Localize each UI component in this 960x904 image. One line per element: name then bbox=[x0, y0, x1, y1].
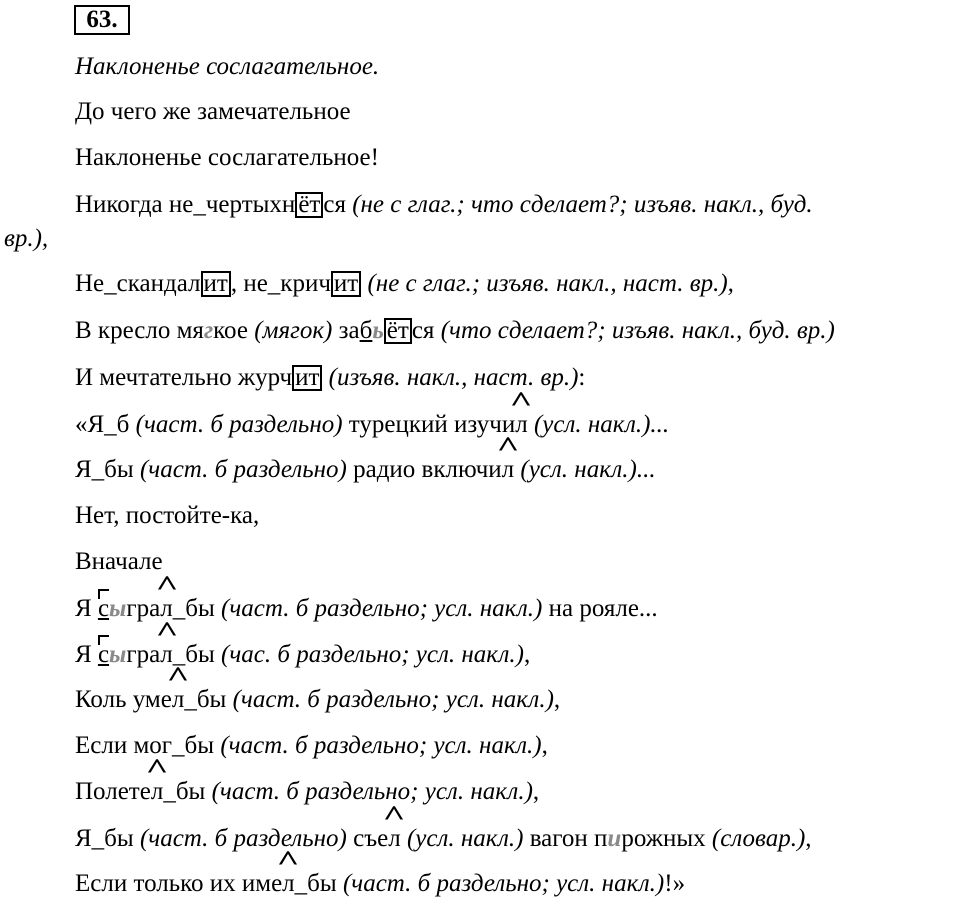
text-segment: , bbox=[532, 778, 540, 805]
text-segment: Полете bbox=[75, 778, 151, 805]
suffix-mark: ^ л bbox=[160, 594, 172, 624]
text-segment: Коль уме bbox=[75, 686, 172, 713]
suffix-mark: ^ л bbox=[388, 824, 400, 854]
grammar-note: (част. б раздельно; усл. накл.) bbox=[221, 595, 543, 622]
text-segment: Никогда не_чертыхн bbox=[75, 191, 296, 218]
grammar-note: (усл. накл.)... bbox=[527, 411, 670, 438]
text-segment: Я_бы bbox=[75, 456, 140, 483]
text-segment: на рояле... bbox=[542, 595, 658, 622]
text-segment: _бы bbox=[184, 686, 233, 713]
poem-line-11: Вначале bbox=[75, 548, 163, 575]
text-segment: радио включи bbox=[346, 456, 502, 483]
text-segment: _бы bbox=[172, 641, 222, 668]
ending-box: ит bbox=[292, 365, 322, 391]
text-segment: , bbox=[805, 825, 812, 852]
text-segment: за bbox=[332, 317, 360, 344]
text-segment: , bbox=[541, 732, 548, 759]
text-segment: кое bbox=[213, 317, 255, 344]
poem-line-8 bbox=[75, 410, 669, 440]
text-segment: ся bbox=[411, 317, 441, 344]
suffix-mark: ^ л bbox=[515, 410, 527, 440]
text-segment: , bbox=[523, 641, 531, 668]
suffix-mark: ^ л bbox=[151, 777, 163, 807]
text-segment: В кресло мя bbox=[75, 317, 204, 344]
poem-line-4-wrap: вр.), bbox=[4, 225, 49, 252]
text-segment: _бы bbox=[294, 870, 343, 897]
suffix-mark: ^ л bbox=[160, 640, 172, 670]
poem-line-14 bbox=[75, 685, 560, 715]
poem-line-16 bbox=[75, 777, 539, 807]
text-segment: Я_бы bbox=[75, 825, 140, 852]
text-segment: Я bbox=[75, 595, 98, 622]
poem-line-1: Наклоненье сослагательное. bbox=[75, 53, 380, 80]
text-segment: И мечтательно журч bbox=[75, 364, 293, 391]
text-segment: !» bbox=[664, 870, 686, 897]
suffix-mark: ^ л bbox=[502, 455, 514, 485]
highlighted-letter: ы bbox=[109, 641, 127, 668]
grammar-note: (част. б раздельно) bbox=[139, 825, 347, 852]
suffix-mark: ^ л bbox=[172, 685, 184, 715]
grammar-note: (усл. накл.) bbox=[406, 825, 524, 852]
text-segment: турецкий изучи bbox=[342, 411, 516, 438]
poem-line-5 bbox=[75, 269, 734, 299]
grammar-note: (что сделает?; изъяв. накл., буд. вр.) bbox=[440, 317, 835, 344]
ending-box: ёт bbox=[384, 318, 412, 344]
grammar-note: (не с глаг.; что сделает?; изъяв. накл., буд. bbox=[345, 191, 813, 218]
poem-line-6 bbox=[75, 316, 835, 346]
ending-box: ёт bbox=[295, 192, 323, 218]
text-segment: Если только их име bbox=[75, 870, 283, 897]
text-segment: гра bbox=[126, 595, 161, 622]
grammar-note: (усл. накл.)... bbox=[514, 456, 656, 483]
prefix-mark: с bbox=[97, 595, 110, 622]
highlighted-letter: и bbox=[607, 825, 622, 852]
poem-line-9 bbox=[75, 455, 656, 485]
grammar-note: (мягок) bbox=[254, 317, 333, 344]
poem-line-3: Наклоненье сослагательное! bbox=[75, 144, 379, 171]
text-segment: _бы bbox=[172, 595, 222, 622]
poem-line-17 bbox=[75, 824, 812, 854]
text-segment: ся bbox=[323, 191, 346, 218]
grammar-note: (част. б раздельно; усл. накл.) bbox=[211, 778, 533, 805]
ending-box: ит bbox=[331, 271, 361, 297]
grammar-note: (част. б раздельно) bbox=[139, 456, 347, 483]
highlighted-letter: ы bbox=[109, 595, 127, 622]
text-segment: , не_крич bbox=[230, 270, 331, 297]
suffix-mark: ^ л bbox=[282, 869, 294, 899]
poem-line-13 bbox=[75, 640, 530, 670]
text-segment: Если мог_бы bbox=[75, 732, 221, 759]
text-segment: _бы bbox=[163, 778, 212, 805]
grammar-note: (словар.) bbox=[711, 825, 806, 852]
text-segment: рожных bbox=[621, 825, 712, 852]
poem-line-4 bbox=[75, 190, 813, 220]
poem-line-2: До чего же замечательное bbox=[75, 98, 351, 125]
text-segment: гра bbox=[126, 641, 161, 668]
text-segment: «Я_б bbox=[75, 411, 136, 438]
prefix-mark: с bbox=[97, 641, 110, 668]
grammar-note: (част. б раздельно; усл. накл.) bbox=[342, 870, 665, 897]
text-segment: : bbox=[578, 364, 586, 391]
poem-line-18 bbox=[75, 869, 685, 899]
text-segment: Не_скандал bbox=[75, 270, 201, 297]
text-segment: съе bbox=[346, 825, 389, 852]
grammar-note: (част. б раздельно; усл. накл.) bbox=[220, 732, 542, 759]
grammar-note: (час. б раздельно; усл. накл.) bbox=[221, 641, 524, 668]
text-segment: вагон п bbox=[523, 825, 608, 852]
ending-box: ит bbox=[201, 271, 231, 297]
grammar-note: (част. б раздельно; усл. накл.) bbox=[232, 686, 554, 713]
grammar-note: (част. б раздельно) bbox=[135, 411, 343, 438]
underlined-letter: б bbox=[359, 317, 373, 344]
exercise-number: 63. bbox=[74, 5, 130, 35]
poem-line-10: Нет, постойте-ка, bbox=[75, 502, 260, 529]
text-segment: Я bbox=[75, 641, 98, 668]
grammar-note: (не с глаг.; изъяв. накл., наст. вр.), bbox=[361, 270, 734, 297]
highlighted-letter: г bbox=[203, 317, 214, 344]
grammar-note: (изъяв. накл., наст. вр.) bbox=[322, 364, 579, 391]
highlighted-letter: ь bbox=[372, 317, 384, 344]
text-segment: , bbox=[553, 686, 561, 713]
